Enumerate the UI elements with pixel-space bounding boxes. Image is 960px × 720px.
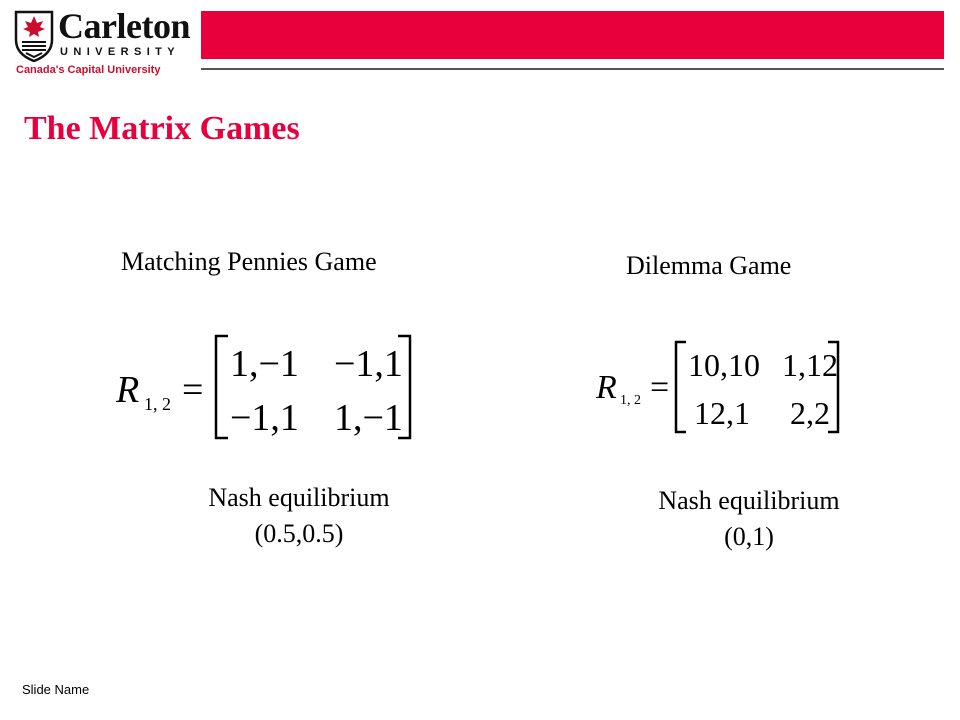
matrix-equals: =: [182, 369, 204, 411]
matrix-cell: 1,−1: [230, 343, 299, 385]
matrix-label: R: [596, 369, 617, 406]
dilemma-title: Dilemma Game: [626, 251, 792, 280]
matrix-label: R: [116, 369, 140, 411]
header-divider: [201, 68, 944, 70]
matrix-cell: 12,1: [694, 395, 750, 431]
matrix-equals: =: [650, 369, 670, 406]
matrix-cell: 1,−1: [334, 397, 403, 439]
carleton-logo: [14, 8, 189, 78]
matching-pennies-title: Matching Pennies Game: [121, 247, 377, 276]
matrix-subscript: 1, 2: [144, 394, 171, 414]
left-bracket: [676, 342, 686, 432]
matrix-cell: 10,10: [688, 347, 760, 383]
left-bracket: [216, 336, 228, 438]
matrix-cell: 2,2: [790, 395, 830, 431]
matching-pennies-nash: [174, 480, 424, 552]
matrix-cell: −1,1: [230, 397, 299, 439]
shield-icon: [14, 10, 54, 62]
nash-value: (0,1): [724, 522, 774, 551]
nash-label: Nash equilibrium: [208, 483, 390, 512]
logo-name: Carleton: [58, 6, 190, 46]
nash-label: Nash equilibrium: [658, 486, 840, 515]
nash-value: (0.5,0.5): [254, 519, 344, 548]
dilemma-matrix: [590, 336, 850, 436]
matrix-cell: 1,12: [782, 347, 838, 383]
header-red-bar: [201, 11, 944, 59]
slide-footer: Slide Name: [22, 682, 90, 697]
matrix-cell: −1,1: [334, 343, 403, 385]
logo-tagline: Canada's Capital University: [16, 64, 161, 76]
matching-pennies-matrix: [112, 330, 432, 442]
slide-title: The Matrix Games: [24, 110, 300, 147]
logo-university: UNIVERSITY: [60, 46, 181, 58]
dilemma-nash: [624, 483, 874, 555]
matrix-subscript: 1, 2: [620, 393, 641, 408]
